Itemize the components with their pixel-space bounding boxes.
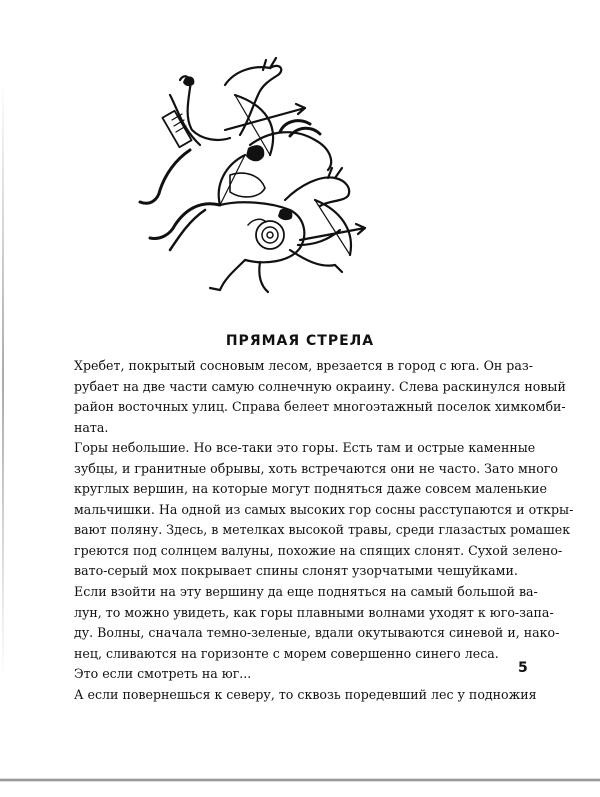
paragraph — [58, 438, 574, 582]
horse-archers-illustration-icon — [130, 50, 380, 300]
text-line: рубает на две части самую солнечную окраину. Слева раскинулся новый — [74, 378, 566, 394]
paragraph — [58, 356, 566, 438]
text-line: греются под солнцем валуны, похожие на спящих слонят. Сухой зелено- — [74, 542, 563, 558]
text-line: вато-серый мох покрывает спины слонят узорчатыми чешуйками. — [74, 563, 518, 579]
scan-edge — [2, 80, 4, 680]
text-line: район восточных улиц. Справа белеет многоэтажный поселок химкомби- — [74, 399, 566, 415]
text-line: ду. Волны, сначала темно-зеленые, вдали окутываются синевой и, нако- — [74, 625, 560, 641]
paragraph — [58, 664, 533, 685]
paragraph — [58, 685, 537, 706]
page-number: 5 — [518, 660, 528, 676]
text-line: круглых вершин, на которые могут подняться даже совсем маленькие — [74, 481, 547, 497]
text-line: Хребет, покрытый сосновым лесом, врезается в город с юга. Он раз- — [74, 358, 533, 373]
text-line: Это если смотреть на юг... — [74, 666, 252, 682]
text-line: нец, сливаются на горизонте с морем совершенно синего леса. — [74, 645, 499, 661]
chapter-body — [58, 356, 574, 705]
text-line: Если взойти на эту вершину да еще подняться на самый большой ва- — [74, 584, 538, 600]
paragraph — [58, 582, 560, 664]
text-line: А если повернешься к северу, то сквозь поредевший лес у подножия — [74, 686, 537, 702]
text-line: Горы небольшие. Но все-таки это горы. Есть там и острые каменные — [74, 440, 536, 456]
scan-bottom-edge — [0, 778, 600, 782]
text-line: зубцы, и гранитные обрывы, хоть встречаются они не часто. Зато много — [74, 460, 558, 476]
text-line: мальчишки. На одной из самых высоких гор сосны расступаются и откры- — [74, 501, 574, 517]
text-line: ната. — [74, 419, 109, 435]
text-line: лун, то можно увидеть, как горы плавными волнами уходят к юго-запа- — [74, 604, 554, 620]
chapter-title: ПРЯМАЯ СТРЕЛА — [225, 333, 375, 349]
text-line: вают поляну. Здесь, в метелках высокой травы, среди глазастых ромашек — [74, 522, 571, 538]
